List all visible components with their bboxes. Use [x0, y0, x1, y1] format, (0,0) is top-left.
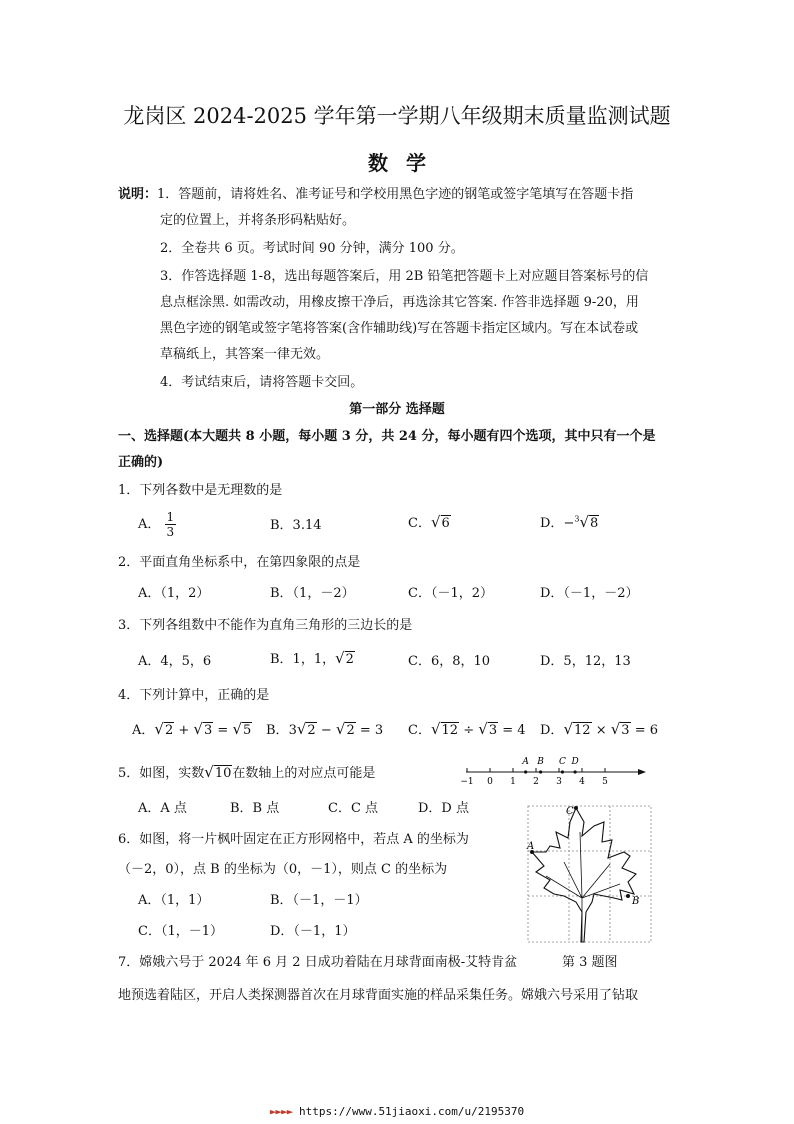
- sqrt-icon: √: [193, 720, 203, 738]
- q1-a-fraction: [165, 510, 177, 539]
- q4-d-rad1: 12: [574, 723, 591, 738]
- q4-a-rad3: 5: [243, 723, 252, 738]
- sqrt-icon: √: [478, 720, 488, 738]
- footer-arrows: ►►►►: [269, 1105, 293, 1118]
- q7-line1: 7．嫦娥六号于 2024 年 6 月 2 日成功着陆在月球背面南极-艾特肯盆: [118, 955, 518, 970]
- q4-stem: 4．下列计算中，正确的是: [118, 688, 270, 703]
- number-line-point-label: A: [522, 757, 529, 767]
- footer-url[interactable]: https://www.51jiaoxi.com/u/2195370: [298, 1105, 525, 1118]
- number-line-tick-label: 1: [510, 777, 516, 787]
- sqrt-icon: √: [563, 720, 573, 738]
- q6-line2: （－2，0），点 B 的坐标为（0，－1），则点 C 的坐标为: [118, 862, 448, 877]
- q1-d-label: D．: [540, 516, 564, 531]
- subject-title: 数学: [368, 151, 444, 175]
- q1-a-den: 3: [166, 525, 175, 539]
- q5-stem: [118, 762, 375, 781]
- q4-d-eq: = 6: [634, 723, 659, 738]
- sqrt-icon: √: [335, 720, 346, 738]
- number-line-point-label: D: [571, 757, 579, 767]
- q4-d-label: D．: [540, 723, 564, 738]
- number-line-tick-label: 4: [579, 777, 585, 787]
- q1-c-label: C．: [408, 516, 431, 531]
- notes-label: 说明：: [118, 187, 158, 202]
- sqrt-icon: √: [335, 649, 345, 667]
- note-3c: 黑色字迹的钢笔或签字笔将答案(含作辅助线)写在答题卡指定区域内。写在本试卷或: [160, 321, 639, 336]
- sqrt-icon: √: [610, 720, 621, 738]
- point-b-dot: [626, 894, 630, 898]
- q4-b-label: B．: [266, 723, 289, 738]
- q2-option-c: C．（－1，2）: [408, 586, 493, 601]
- q3-stem: 3．下列各组数中不能作为直角三角形的三边长的是: [118, 618, 413, 633]
- q4-option-d: [540, 719, 658, 738]
- q2-option-d: D．（－1，－2）: [540, 586, 639, 601]
- number-line-tick-label: 5: [602, 777, 608, 787]
- point-a-label: A: [527, 841, 535, 852]
- point-c-dot: [574, 806, 578, 810]
- leaf-veins: [546, 832, 620, 942]
- q4-c-op: ÷: [463, 723, 475, 738]
- sqrt-icon: √: [579, 513, 589, 531]
- q6-option-b: B．（－1，－1）: [270, 893, 368, 908]
- number-line-point-b: [539, 770, 542, 773]
- q5-option-b: B．B 点: [230, 801, 280, 816]
- square-grid: [528, 806, 651, 942]
- q1-stem: 1．下列各数中是无理数的是: [118, 483, 283, 498]
- q5-stem-post: 在数轴上的对应点可能是: [232, 766, 376, 781]
- maple-leaf-outline: [532, 808, 636, 942]
- note-1a: 1．答题前，请将姓名、准考证号和学校用黑色字迹的钢笔或签字笔填写在答题卡指: [157, 187, 634, 202]
- number-line-point-c: [561, 770, 564, 773]
- q6-option-c: C．（1，－1）: [138, 924, 223, 939]
- number-line-tick-label: 0: [487, 777, 493, 787]
- note-4: 4．考试结束后，请将答题卡交回。: [160, 375, 364, 390]
- q2-option-b: B．（1，－2）: [270, 586, 355, 601]
- q1-a-num: 1: [166, 510, 175, 524]
- q1-a-label: A．: [138, 517, 161, 532]
- q3-option-d: D．5，12，13: [540, 654, 631, 669]
- q1-d-radicand: 8: [590, 516, 599, 531]
- notes-block: [118, 183, 633, 202]
- section-heading-line2: 正确的): [118, 455, 164, 470]
- q1-d-index: 3: [574, 514, 580, 524]
- note-3a: 3．作答选择题 1-8，选出每题答案后，用 2B 铅笔把答题卡上对应题目答案标号的信: [160, 269, 649, 284]
- q1-option-a: [138, 510, 176, 539]
- q6-line1: 6．如图，将一片枫叶固定在正方形网格中，若点 A 的坐标为: [118, 832, 469, 847]
- page-title: 龙岗区 2024-2025 学年第一学期八年级期末质量监测试题: [123, 104, 671, 128]
- point-c-label: C: [566, 806, 574, 817]
- footer-watermark: [0, 1105, 794, 1118]
- number-line-figure: [460, 752, 650, 788]
- q1-option-b: B．3.14: [270, 518, 322, 533]
- q4-a-label: A．: [132, 723, 155, 738]
- q4-a-rad2: 3: [203, 723, 213, 738]
- q1-option-c: [408, 512, 451, 531]
- q4-a-op: +: [178, 723, 190, 738]
- q4-c-label: C．: [408, 723, 431, 738]
- q4-b-eq: = 3: [359, 723, 384, 738]
- q4-d-rad2: 3: [621, 723, 630, 738]
- sqrt-icon: √: [204, 763, 214, 781]
- q4-option-c: [408, 719, 526, 738]
- sqrt-icon: √: [430, 513, 441, 531]
- sqrt-icon: √: [232, 720, 243, 738]
- q4-c-eq: = 4: [502, 723, 526, 738]
- q4-c-rad1: 12: [441, 723, 459, 738]
- number-line-tick-label: −1: [460, 777, 474, 787]
- number-line-tick-label: 3: [556, 777, 562, 787]
- q5-stem-radicand: 10: [214, 766, 232, 781]
- q5-stem-pre: 5．如图，实数: [118, 766, 205, 781]
- number-line-point-a: [524, 770, 527, 773]
- q4-option-a: [132, 719, 252, 738]
- section-heading-line1: 一、选择题(本大题共 8 小题，每小题 3 分，共 24 分，每小题有四个选项，其中只有一个是: [118, 429, 656, 444]
- q1-d-minus: −: [563, 516, 575, 531]
- q4-b-op: −: [320, 723, 332, 738]
- note-2: 2．全卷共 6 页。考试时间 90 分钟，满分 100 分。: [160, 241, 464, 256]
- sqrt-icon: √: [430, 720, 441, 738]
- q3-option-b: [270, 648, 355, 667]
- q4-b-coef: 3: [288, 723, 297, 738]
- q4-d-op: ×: [595, 723, 607, 738]
- q4-b-rad2: 2: [346, 723, 355, 738]
- arrow-right-icon: [638, 769, 646, 775]
- figure-caption: 第 3 题图: [562, 955, 618, 970]
- q4-a-rad1: 2: [164, 723, 174, 738]
- sqrt-icon: √: [296, 720, 307, 738]
- q6-option-d: D．（－1，1）: [270, 924, 356, 939]
- q1-option-d: [540, 512, 599, 531]
- q2-option-a: A．（1，2）: [138, 586, 210, 601]
- q5-option-a: A．A 点: [138, 801, 187, 816]
- number-line-point-label: B: [537, 757, 544, 767]
- q3-option-c: C．6，8，10: [408, 654, 491, 669]
- point-b-label: B: [632, 896, 640, 907]
- q3-b-label: B．1，1，: [270, 652, 336, 667]
- sqrt-icon: √: [154, 720, 164, 738]
- q3-option-a: A．4，5，6: [138, 654, 212, 669]
- number-line-tick-label: 2: [533, 777, 539, 787]
- q4-b-rad1: 2: [307, 723, 316, 738]
- note-1b: 定的位置上，并将条形码粘贴好。: [160, 213, 356, 228]
- part-heading: 第一部分 选择题: [349, 402, 445, 417]
- q3-b-radicand: 2: [345, 652, 354, 667]
- maple-leaf-figure: [524, 802, 656, 944]
- q1-c-radicand: 6: [441, 516, 450, 531]
- q5-option-c: C．C 点: [328, 801, 379, 816]
- number-line-point-d: [574, 770, 577, 773]
- q4-a-eq: =: [217, 723, 229, 738]
- note-3d: 草稿纸上，其答案一律无效。: [160, 347, 330, 362]
- note-3b: 息点框涂黑. 如需改动，用橡皮擦干净后，再选涂其它答案. 作答非选择题 9-20，用: [160, 295, 639, 310]
- q4-c-rad2: 3: [488, 723, 498, 738]
- q2-stem: 2．平面直角坐标系中，在第四象限的点是: [118, 555, 361, 570]
- q4-option-b: [266, 719, 383, 738]
- number-line-point-label: C: [559, 757, 566, 767]
- q5-option-d: D．D 点: [418, 801, 469, 816]
- q6-option-a: A．（1，1）: [138, 893, 210, 908]
- q7-line2: 地预选着陆区，开启人类探测器首次在月球背面实施的样品采集任务。嫦娥六号采用了钻取: [118, 988, 639, 1003]
